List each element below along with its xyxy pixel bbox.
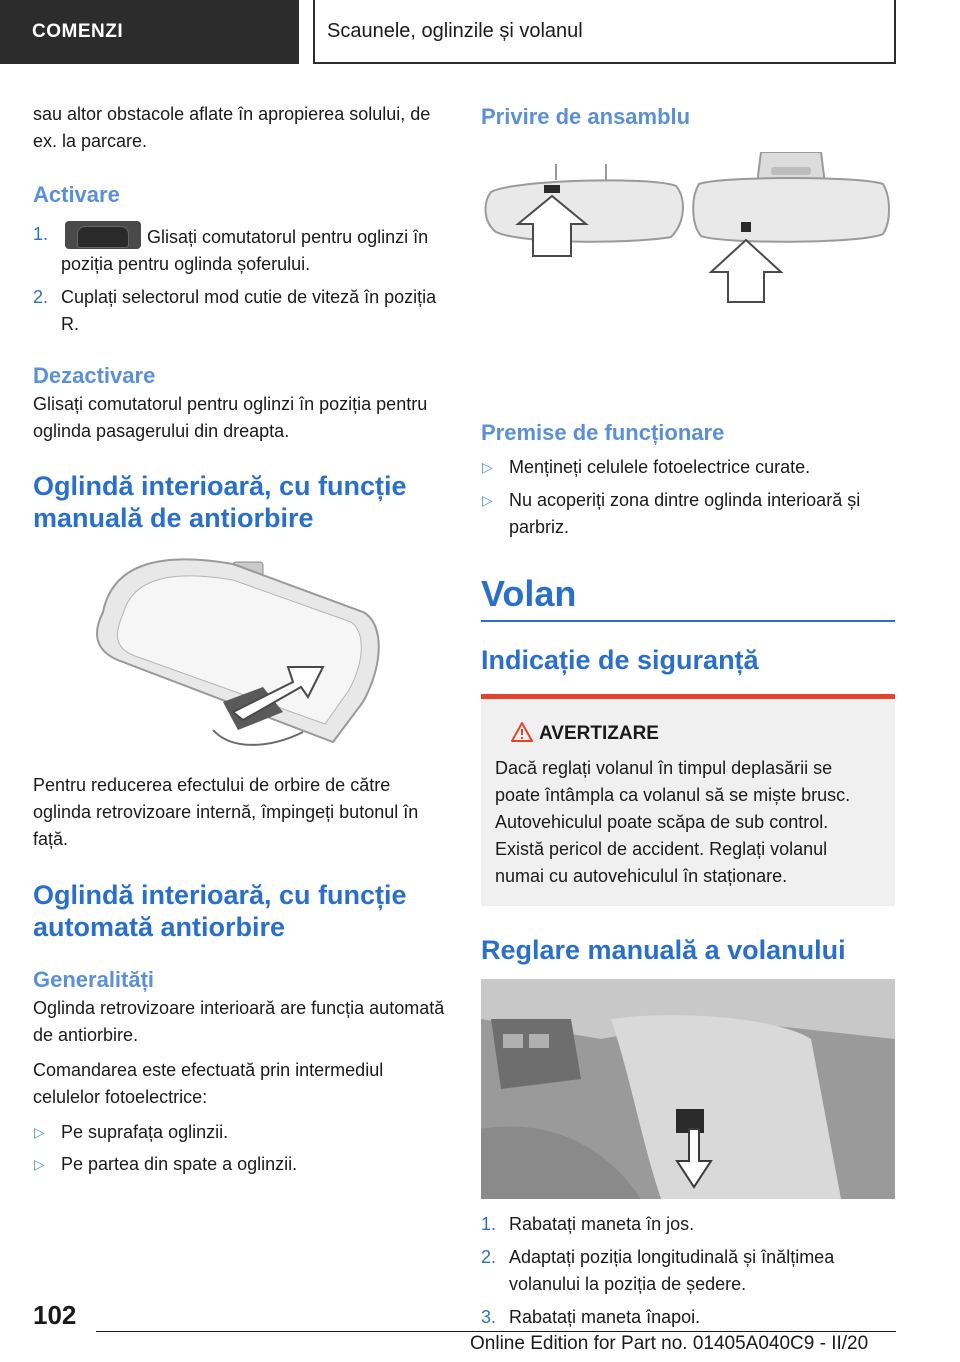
generalitati-heading: Generalități <box>33 967 155 992</box>
bullet-triangle-icon: ▷ <box>482 492 493 508</box>
premise-heading: Premise de funcționare <box>481 420 725 445</box>
adjust-step-1 <box>481 1211 895 1238</box>
bullet-text: Mențineți celulele fotoelectrice curate. <box>509 457 811 477</box>
adjust-step-2 <box>481 1244 895 1298</box>
volan-heading: Volan <box>481 573 577 614</box>
adjust-heading: Reglare manuală a volanului <box>481 935 846 965</box>
premise-bullet-1 <box>481 454 895 481</box>
warning-text: Dacă reglați volanul în timpul deplasării se poate întâmpla ca volanul să se miște brusc. Autovehiculul poate scăpa de sub control. Există pericol de accident. Reglați volanul numai cu autovehiculul în staționare. <box>495 758 851 886</box>
safety-heading: Indicație de siguranță <box>481 645 759 675</box>
step-number: 1. <box>33 224 49 244</box>
page-header <box>0 0 960 66</box>
auto-text-1: Oglinda retrovizoare interioară are funcția automată de antiorbire. <box>33 998 445 1045</box>
bullet-triangle-icon: ▷ <box>34 1124 45 1140</box>
bullet-text: Nu acoperiți zona dintre oglinda interioară și parbriz. <box>509 490 861 537</box>
bullet-text: Pe partea din spate a oglinzii. <box>61 1154 298 1174</box>
dezactivare-text: Glisați comutatorul pentru oglinzi în poziția pentru oglinda pasagerului din dreapta. <box>33 394 428 441</box>
intro-text: sau altor obstacole aflate în apropierea solului, de ex. la parcare. <box>33 104 431 151</box>
activare-step-2 <box>33 284 451 338</box>
right-column <box>481 96 895 1331</box>
step-text: Cuplați selectorul mod cutie de viteză în poziția R. <box>61 287 437 334</box>
edition-text: Online Edition for Part no. 01405A040C9 - II/20 <box>470 1333 869 1354</box>
page-number: 102 <box>33 1300 77 1330</box>
auto-bullet-1 <box>33 1119 451 1146</box>
warning-triangle-icon <box>511 722 533 742</box>
chapter-title: Scaunele, oglinzile și volanul <box>313 0 896 64</box>
step-text: Rabatați maneta înapoi. <box>509 1307 701 1327</box>
bullet-triangle-icon: ▷ <box>482 459 493 475</box>
auto-bullet-2 <box>33 1151 451 1178</box>
volan-rule <box>481 620 895 622</box>
manual-dimming-heading: Oglindă interioară, cu funcție manuală de antiorbire <box>33 471 407 533</box>
adjust-step-3 <box>481 1304 895 1331</box>
photocell-overview-illustration <box>481 152 895 402</box>
activare-step-1 <box>33 221 451 278</box>
mirror-switch-icon <box>65 221 141 249</box>
step-text: Adaptați poziția longitudinală și înălțimea volanului la poziția de ședere. <box>509 1247 835 1294</box>
bullet-triangle-icon: ▷ <box>34 1156 45 1172</box>
auto-dimming-heading: Oglindă interioară, cu funcție automată antiorbire <box>33 880 407 942</box>
step-text: Glisați comutatorul pentru oglinzi în poziția pentru oglinda șoferului. <box>61 227 429 274</box>
step-text: Rabatați maneta în jos. <box>509 1214 695 1234</box>
step-number: 1. <box>481 1214 497 1234</box>
step-number: 2. <box>33 287 49 307</box>
overview-heading: Privire de ansamblu <box>481 104 691 129</box>
step-number: 3. <box>481 1307 497 1327</box>
step-number: 2. <box>481 1247 497 1267</box>
manual-dimming-text: Pentru reducerea efectului de orbire de către oglinda retrovizoare internă, împingeți butonul în față. <box>33 775 419 849</box>
premise-bullet-2 <box>481 487 895 541</box>
activare-heading: Activare <box>33 182 120 207</box>
warning-title: AVERTIZARE <box>495 721 881 747</box>
dezactivare-heading: Dezactivare <box>33 363 156 388</box>
warning-box <box>481 699 895 906</box>
bullet-text: Pe suprafața oglinzii. <box>61 1122 229 1142</box>
left-column <box>33 96 451 1178</box>
auto-text-2: Comandarea este efectuată prin intermediul celulelor fotoelectrice: <box>33 1060 384 1107</box>
section-tab: COMENZI <box>0 0 299 64</box>
footer-rule <box>96 1331 896 1332</box>
steering-lever-photo <box>481 979 895 1199</box>
manual-mirror-illustration <box>33 552 451 762</box>
